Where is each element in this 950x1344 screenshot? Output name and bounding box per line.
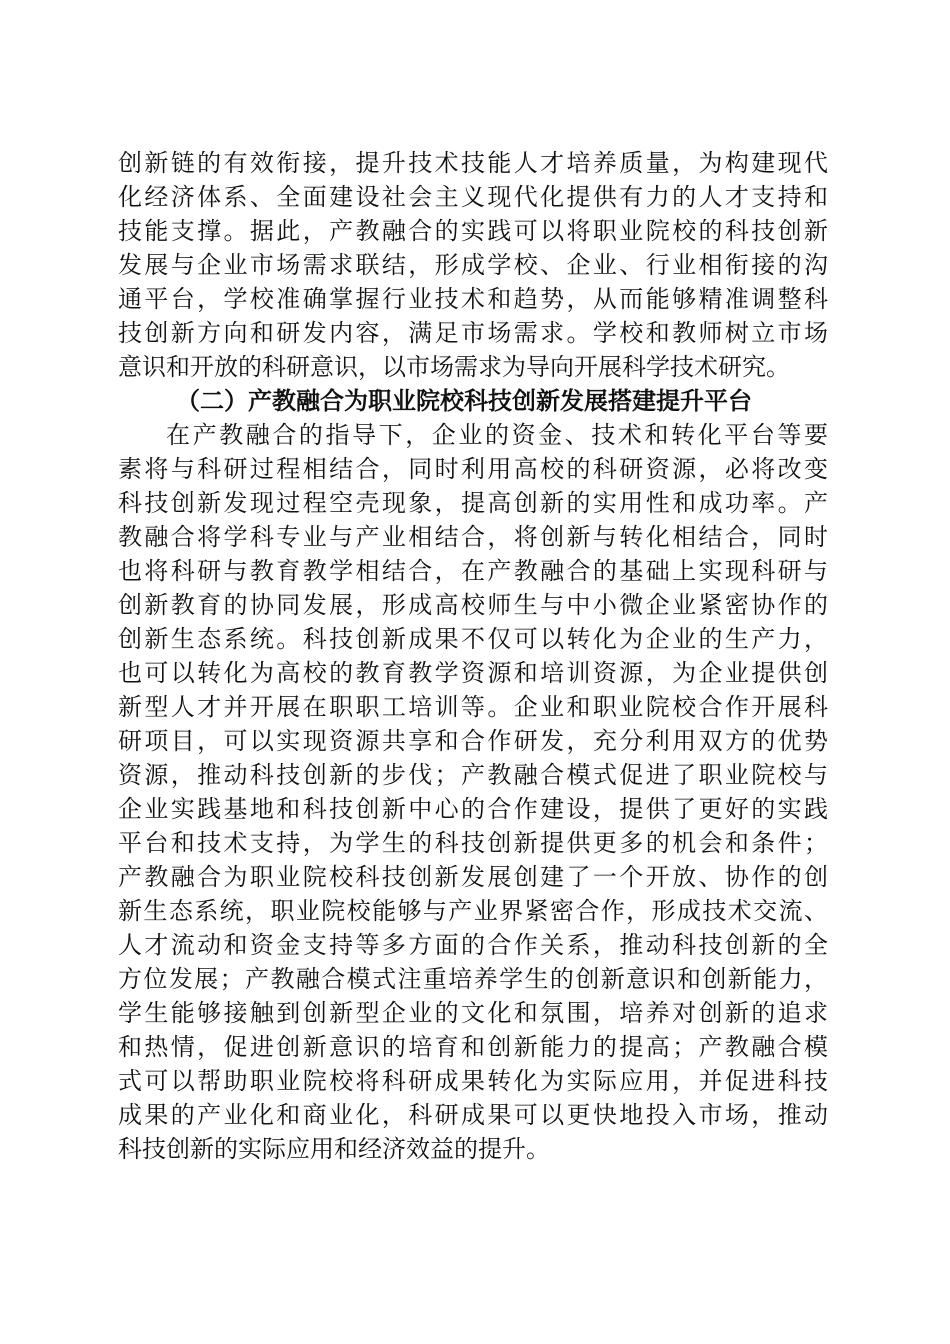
paragraph-line: 创新链的有效衔接，提升技术技能人才培养质量，为构建现代 — [118, 149, 828, 177]
paragraph-line: 和热情，促进创新意识的培育和创新能力的提高；产教融合模 — [118, 1033, 828, 1061]
paragraph-line: 人才流动和资金支持等多方面的合作关系，推动科技创新的全 — [118, 931, 828, 959]
paragraph-line: 创新教育的协同发展，形成高校师生与中小微企业紧密协作的 — [118, 591, 828, 619]
paragraph-line: 式可以帮助职业院校将科研成果转化为实际应用，并促进科技 — [118, 1067, 828, 1095]
paragraph-line: 方位发展；产教融合模式注重培养学生的创新意识和创新能力， — [118, 965, 828, 993]
paragraph-line: 素将与科研过程相结合，同时利用高校的科研资源，必将改变 — [118, 455, 828, 483]
paragraph-line: 发展与企业市场需求联结，形成学校、企业、行业相衔接的沟 — [118, 251, 828, 279]
paragraph-line: 意识和开放的科研意识，以市场需求为导向开展科学技术研究。 — [118, 353, 790, 381]
paragraph-line: 学生能够接触到创新型企业的文化和氛围，培养对创新的追求 — [118, 999, 828, 1027]
section-heading: （二）产教融合为职业院校科技创新发展搭建提升平台 — [176, 386, 752, 415]
paragraph-line: 也将科研与教育教学相结合，在产教融合的基础上实现科研与 — [118, 557, 828, 585]
paragraph-line: 创新生态系统。科技创新成果不仅可以转化为企业的生产力， — [118, 625, 828, 653]
paragraph-1 — [118, 146, 828, 384]
paragraph-2 — [118, 418, 828, 1166]
paragraph-line: 新生态系统，职业院校能够与产业界紧密合作，形成技术交流、 — [118, 897, 828, 925]
document-page — [118, 146, 828, 1166]
paragraph-line: 研项目，可以实现资源共享和合作研发，充分利用双方的优势 — [118, 727, 828, 755]
paragraph-line: 也可以转化为高校的教育教学资源和培训资源，为企业提供创 — [118, 659, 828, 687]
paragraph-line: 成果的产业化和商业化，科研成果可以更快地投入市场，推动 — [118, 1101, 828, 1129]
paragraph-line: 在产教融合的指导下，企业的资金、技术和转化平台等要 — [166, 421, 828, 449]
paragraph-line: 化经济体系、全面建设社会主义现代化提供有力的人才支持和 — [118, 183, 828, 211]
paragraph-line: 新型人才并开展在职职工培训等。企业和职业院校合作开展科 — [118, 693, 828, 721]
paragraph-line: 通平台，学校准确掌握行业技术和趋势，从而能够精准调整科 — [118, 285, 828, 313]
paragraph-line: 科技创新发现过程空壳现象，提高创新的实用性和成功率。产 — [118, 489, 828, 517]
paragraph-line: 平台和技术支持，为学生的科技创新提供更多的机会和条件； — [118, 829, 828, 857]
paragraph-line: 科技创新的实际应用和经济效益的提升。 — [118, 1135, 550, 1163]
paragraph-line: 技能支撑。据此，产教融合的实践可以将职业院校的科技创新 — [118, 217, 828, 245]
paragraph-line: 技创新方向和研发内容，满足市场需求。学校和教师树立市场 — [118, 319, 828, 347]
paragraph-line: 资源，推动科技创新的步伐；产教融合模式促进了职业院校与 — [118, 761, 828, 789]
paragraph-line: 企业实践基地和科技创新中心的合作建设，提供了更好的实践 — [118, 795, 828, 823]
paragraph-line: 教融合将学科专业与产业相结合，将创新与转化相结合，同时 — [118, 523, 828, 551]
paragraph-line: 产教融合为职业院校科技创新发展创建了一个开放、协作的创 — [118, 863, 828, 891]
